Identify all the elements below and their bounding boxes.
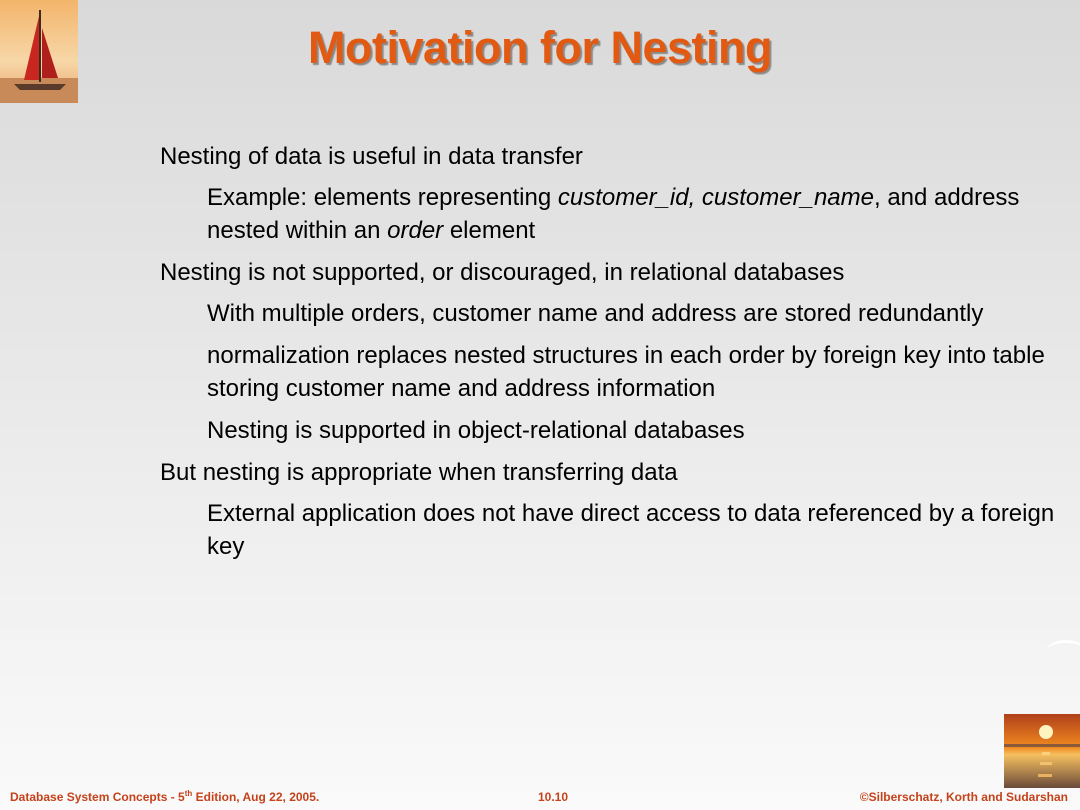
- footer-copyright: ©Silberschatz, Korth and Sudarshan: [859, 790, 1068, 804]
- slide-title: Motivation for Nesting: [308, 22, 772, 73]
- bullet-3-1: External application does not have direct access to data referenced by a foreign key: [207, 500, 1055, 560]
- bullet-2-1: With multiple orders, customer name and address are stored redundantly: [207, 300, 984, 327]
- sunset-image-icon: [1004, 714, 1080, 788]
- bullet-2-3: Nesting is supported in object-relational databases: [207, 417, 745, 444]
- decorative-arc: [1046, 640, 1080, 663]
- bullet-1-1: Example: elements representing customer_id, customer_name, and address nested within an order element: [207, 184, 1020, 244]
- bullet-1: Nesting of data is useful in data transfer: [160, 143, 583, 170]
- bullet-2-2: normalization replaces nested structures in each order by foreign key into table storing customer name and address information: [207, 342, 1045, 402]
- bullet-3: But nesting is appropriate when transferring data: [160, 459, 678, 486]
- bullet-2: Nesting is not supported, or discouraged, in relational databases: [160, 259, 845, 286]
- bullet-list: [160, 140, 1060, 572]
- footer-book-edition: Database System Concepts - 5th Edition, Aug 22, 2005.: [10, 789, 320, 804]
- footer-page-number: 10.10: [538, 790, 569, 804]
